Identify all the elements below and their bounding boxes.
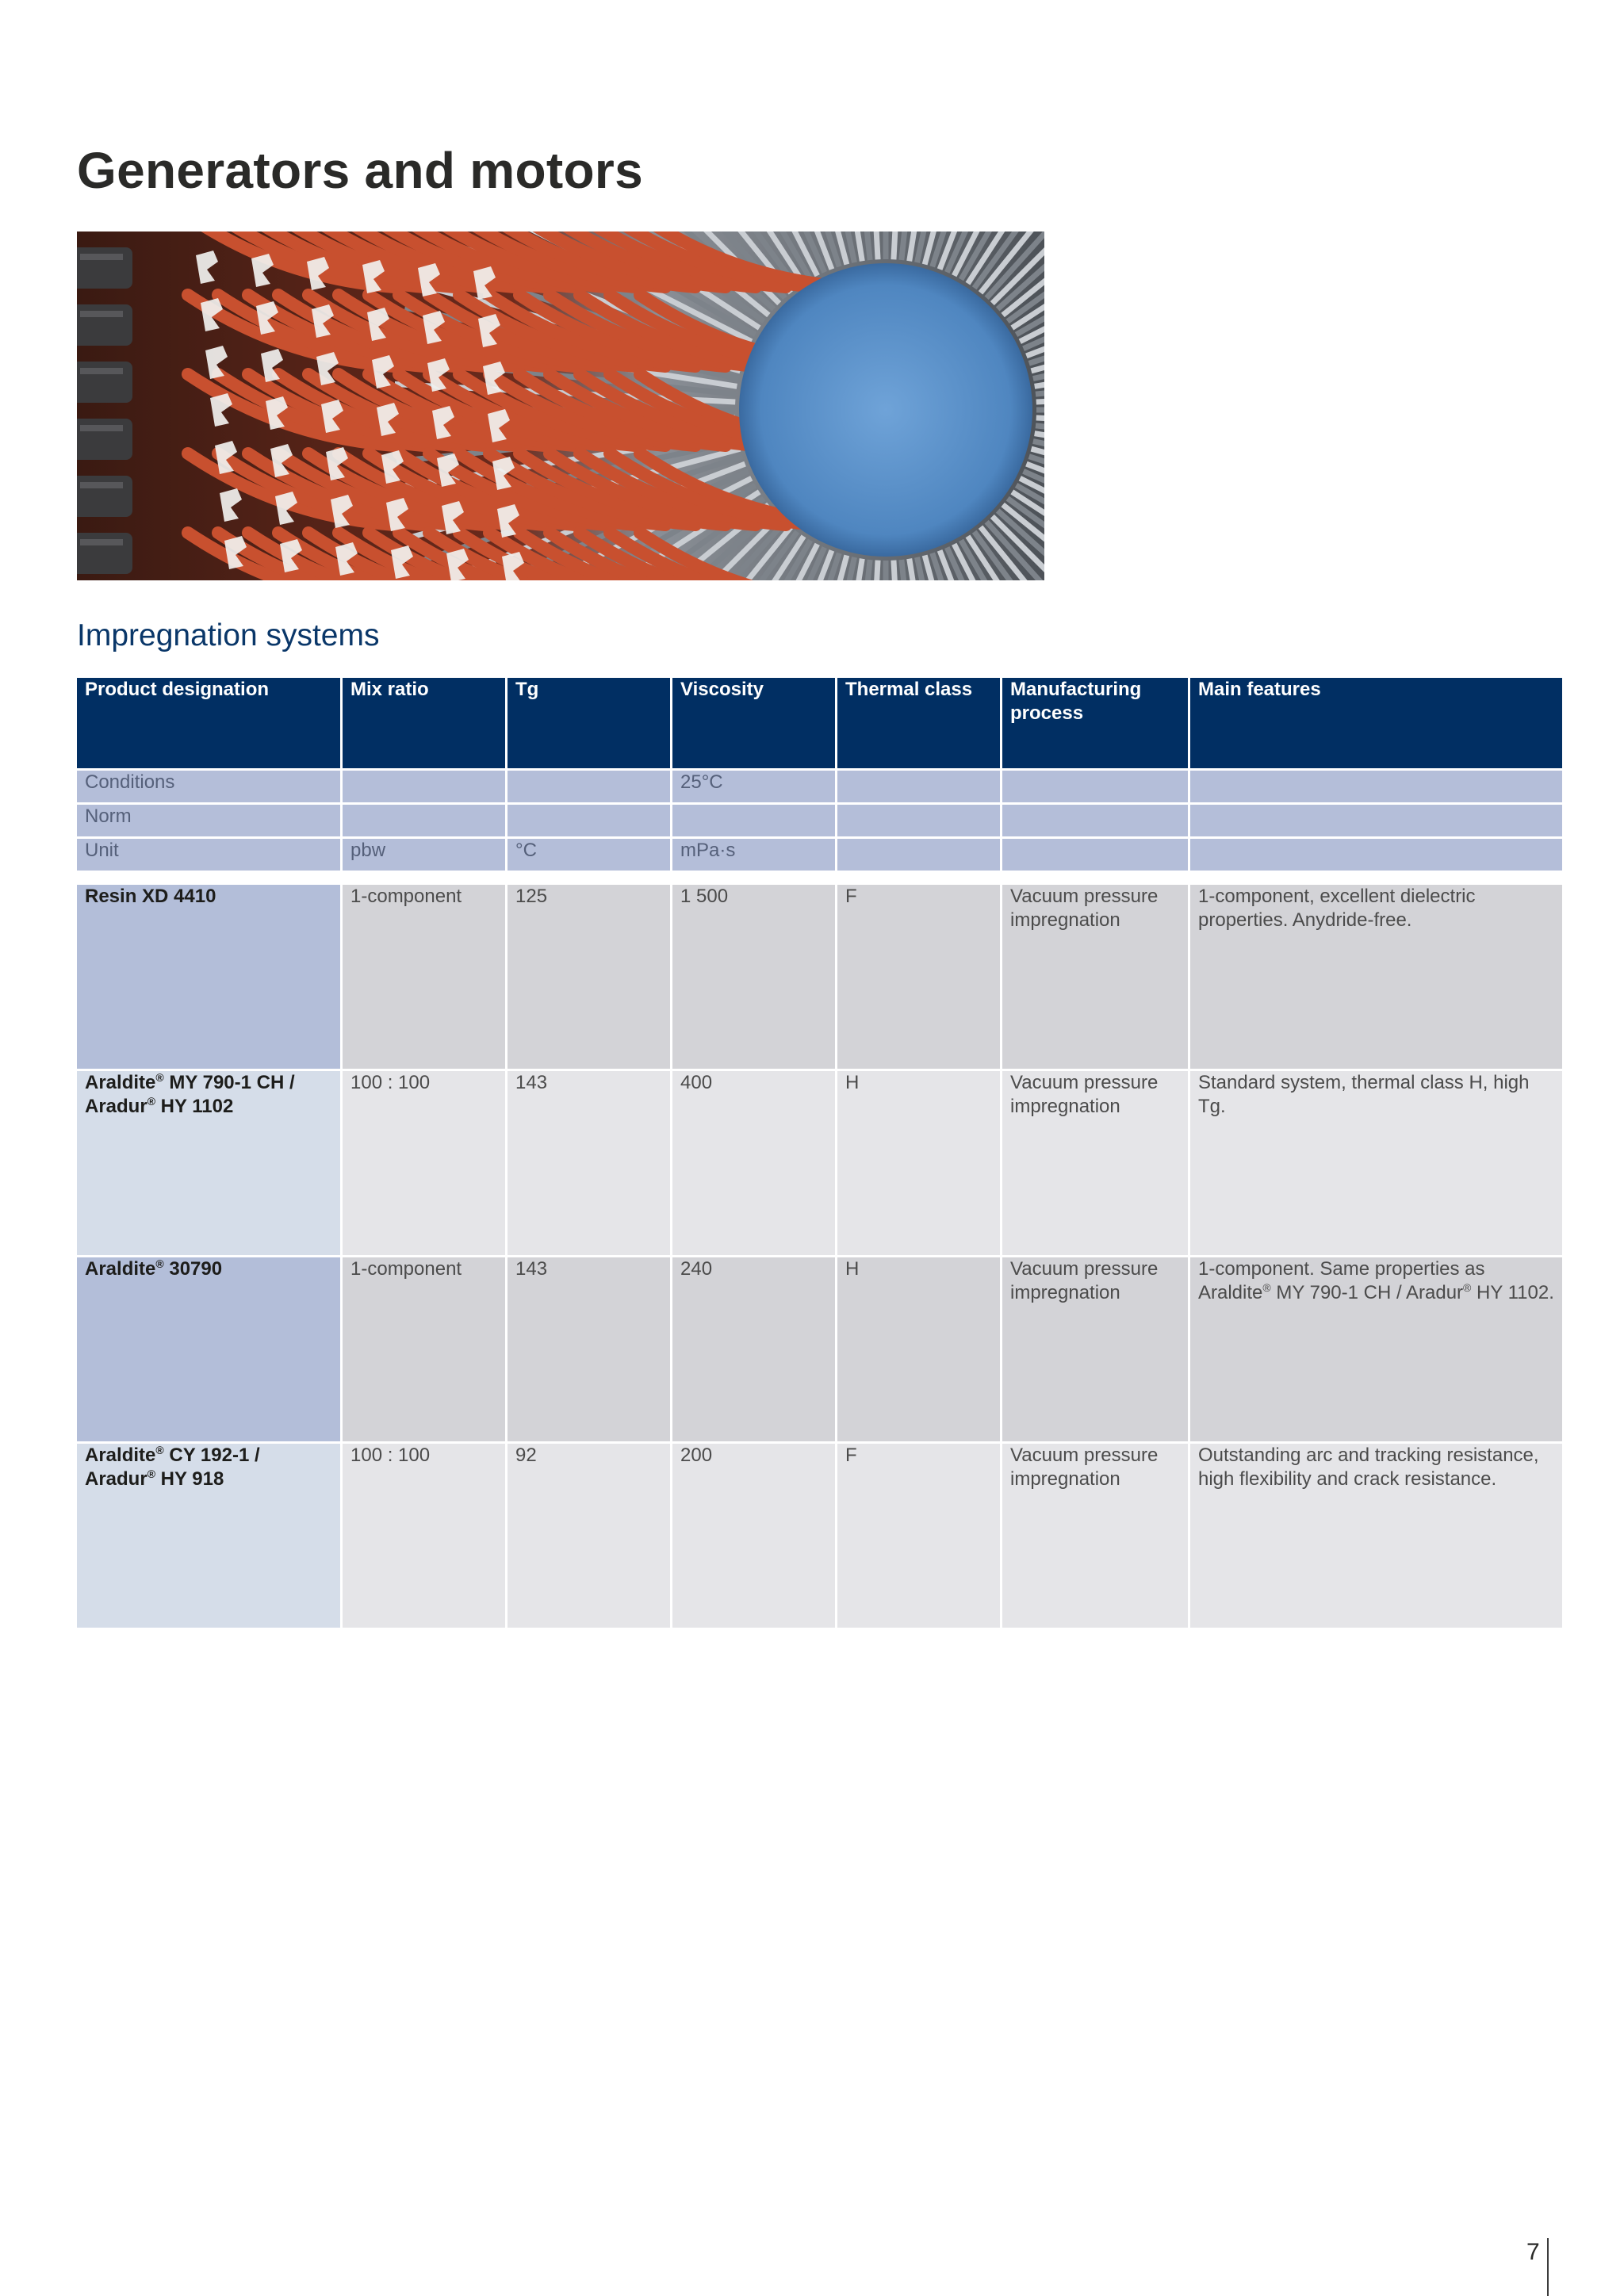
table-header-row bbox=[77, 678, 1562, 768]
meta-viscosity: 25°C bbox=[672, 771, 835, 802]
features-cell: Standard system, thermal class H, high Tg. bbox=[1190, 1071, 1562, 1255]
meta-viscosity: mPa·s bbox=[672, 839, 835, 871]
table-row bbox=[77, 1257, 1562, 1441]
mix-ratio-cell: 100 : 100 bbox=[343, 1444, 505, 1628]
meta-features bbox=[1190, 771, 1562, 802]
table-row bbox=[77, 1071, 1562, 1255]
meta-mix bbox=[343, 771, 505, 802]
tg-cell: 92 bbox=[508, 1444, 670, 1628]
meta-label: Conditions bbox=[77, 771, 340, 802]
page-number: 7 bbox=[1526, 2239, 1540, 2265]
header-main-features: Main features bbox=[1190, 678, 1562, 768]
thermal-class-cell: F bbox=[837, 1444, 1000, 1628]
meta-label: Unit bbox=[77, 839, 340, 871]
meta-thermal bbox=[837, 805, 1000, 836]
tg-cell: 125 bbox=[508, 885, 670, 1069]
conditions-row bbox=[77, 771, 1562, 802]
mix-ratio-cell: 100 : 100 bbox=[343, 1071, 505, 1255]
unit-row bbox=[77, 839, 1562, 871]
process-cell: Vacuum pressure impregnation bbox=[1002, 1257, 1188, 1441]
process-cell: Vacuum pressure impregnation bbox=[1002, 1071, 1188, 1255]
meta-features bbox=[1190, 839, 1562, 871]
header-viscosity: Viscosity bbox=[672, 678, 835, 768]
header-mix-ratio: Mix ratio bbox=[343, 678, 505, 768]
meta-mix: pbw bbox=[343, 839, 505, 871]
meta-process bbox=[1002, 839, 1188, 871]
page-number-rule bbox=[1547, 2238, 1549, 2296]
meta-features bbox=[1190, 805, 1562, 836]
process-cell: Vacuum pressure impregnation bbox=[1002, 1444, 1188, 1628]
thermal-class-cell: H bbox=[837, 1257, 1000, 1441]
viscosity-cell: 200 bbox=[672, 1444, 835, 1628]
stator-photo bbox=[77, 232, 1044, 580]
features-cell: Outstanding arc and tracking resistance, high flexibility and crack resistance. bbox=[1190, 1444, 1562, 1628]
product-name: Araldite® CY 192-1 / Aradur® HY 918 bbox=[77, 1444, 340, 1628]
meta-mix bbox=[343, 805, 505, 836]
viscosity-cell: 400 bbox=[672, 1071, 835, 1255]
meta-tg: °C bbox=[508, 839, 670, 871]
thermal-class-cell: H bbox=[837, 1071, 1000, 1255]
meta-viscosity bbox=[672, 805, 835, 836]
meta-process bbox=[1002, 771, 1188, 802]
stator-illustration bbox=[77, 232, 1044, 580]
page-title: Generators and motors bbox=[77, 142, 644, 199]
header-thermal-class: Thermal class bbox=[837, 678, 1000, 768]
impregnation-systems-table bbox=[75, 675, 1565, 1630]
meta-thermal bbox=[837, 839, 1000, 871]
meta-tg bbox=[508, 805, 670, 836]
product-name: Resin XD 4410 bbox=[77, 885, 340, 1069]
product-name: Araldite® 30790 bbox=[77, 1257, 340, 1441]
features-cell: 1-component. Same properties as Araldite® MY 790-1 CH / Aradur® HY 1102. bbox=[1190, 1257, 1562, 1441]
table-spacer bbox=[77, 873, 1562, 882]
table-row bbox=[77, 1444, 1562, 1628]
meta-label: Norm bbox=[77, 805, 340, 836]
header-tg: Tg bbox=[508, 678, 670, 768]
features-cell: 1-component, excellent dielectric properties. Anydride-free. bbox=[1190, 885, 1562, 1069]
tg-cell: 143 bbox=[508, 1071, 670, 1255]
tg-cell: 143 bbox=[508, 1257, 670, 1441]
stator-bore bbox=[739, 263, 1032, 557]
meta-process bbox=[1002, 805, 1188, 836]
product-name: Araldite® MY 790-1 CH / Aradur® HY 1102 bbox=[77, 1071, 340, 1255]
mix-ratio-cell: 1-component bbox=[343, 1257, 505, 1441]
section-title: Impregnation systems bbox=[77, 618, 380, 652]
thermal-class-cell: F bbox=[837, 885, 1000, 1069]
norm-row bbox=[77, 805, 1562, 836]
viscosity-cell: 240 bbox=[672, 1257, 835, 1441]
viscosity-cell: 1 500 bbox=[672, 885, 835, 1069]
table-row bbox=[77, 885, 1562, 1069]
header-product-designation: Product designation bbox=[77, 678, 340, 768]
meta-thermal bbox=[837, 771, 1000, 802]
header-manufacturing-process: Manufacturing process bbox=[1002, 678, 1188, 768]
meta-tg bbox=[508, 771, 670, 802]
mix-ratio-cell: 1-component bbox=[343, 885, 505, 1069]
process-cell: Vacuum pressure impregnation bbox=[1002, 885, 1188, 1069]
